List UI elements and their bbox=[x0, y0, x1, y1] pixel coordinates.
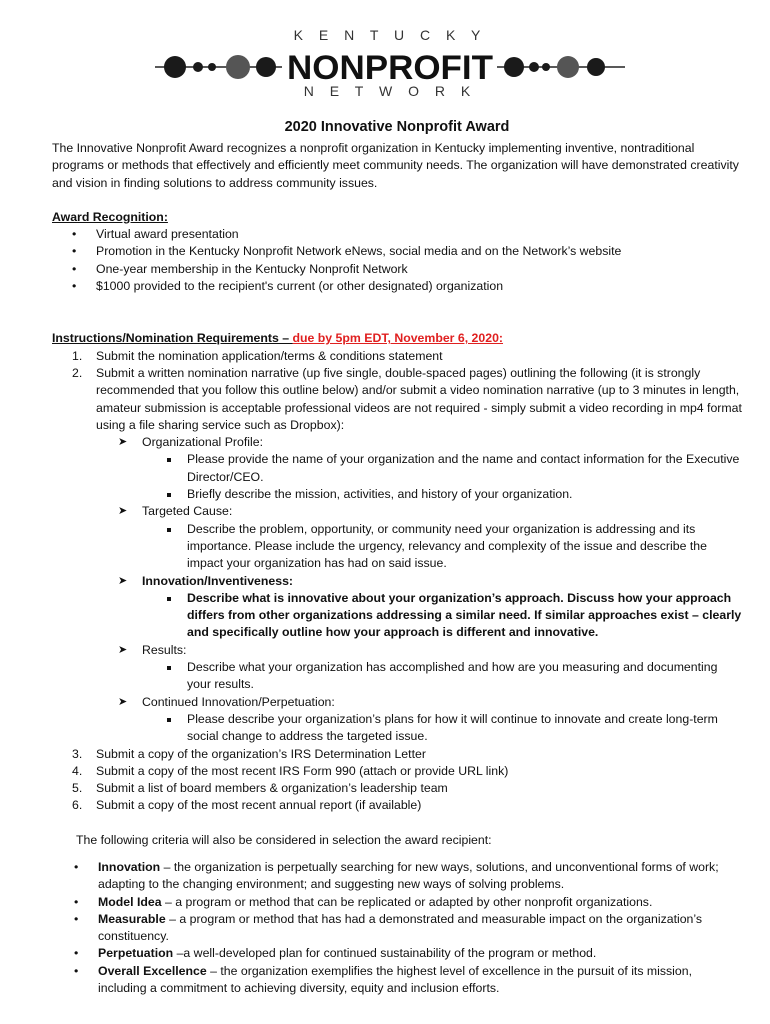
sub-item bbox=[142, 451, 742, 486]
list-item: • Promotion in the Kentucky Nonprofit Network eNews, social media and on the Network’s website bbox=[52, 243, 742, 260]
outline-title: Results: bbox=[142, 642, 187, 657]
criteria-text: –a well-developed plan for continued sustainability of the program or method. bbox=[173, 946, 597, 961]
list-item: • One-year membership in the Kentucky Nonprofit Network bbox=[52, 261, 742, 278]
criteria-list bbox=[52, 859, 742, 997]
criteria-term: Innovation bbox=[98, 859, 161, 874]
outline-item bbox=[96, 694, 742, 746]
sub-item-text: Describe what is innovative about your organization’s approach. Discuss how your approach differs from other organizations addressing a similar need. If similar approaches exist – clearly and specifically outline how your approach is different and innovative. bbox=[187, 590, 742, 640]
outline-title: Targeted Cause: bbox=[142, 504, 233, 519]
arrow-bullet-icon: ➤ bbox=[118, 436, 128, 449]
list-item: 1. Submit the nomination application/terms & conditions statement bbox=[72, 348, 443, 363]
step-text: Submit a written nomination narrative (up five single, double-spaced pages) outlining the following (it is strongly recommended that you follow this outline below) and/or submit a video nomination narrative (up to 3 minutes in length, amateur submission is acceptable professional videos are not required - simply submit a video recording in mp4 format using a file sharing service such as Dropbox): bbox=[96, 365, 742, 432]
recognition-list bbox=[52, 226, 742, 295]
sub-item bbox=[142, 659, 742, 694]
kentucky-nonprofit-network-logo bbox=[150, 20, 630, 100]
list-item bbox=[52, 963, 742, 998]
outline-item bbox=[96, 503, 742, 572]
step-text: Submit a copy of the organization’s IRS Determination Letter bbox=[96, 746, 426, 761]
criteria-term: Perpetuation bbox=[98, 946, 174, 961]
criteria-term: Model Idea bbox=[98, 894, 162, 909]
arrow-bullet-icon: ➤ bbox=[118, 574, 128, 587]
outline-title: Organizational Profile: bbox=[142, 435, 263, 450]
arrow-bullet-icon: ➤ bbox=[118, 643, 128, 656]
arrow-bullet-icon: ➤ bbox=[118, 505, 128, 518]
intro-paragraph: The Innovative Nonprofit Award recognizes a nonprofit organization in Kentucky implementing inventive, nontraditional programs or methods that effectively and efficiently meet community needs. The organization will have demonstrated creativity and vision in finding solutions to address community issues. bbox=[52, 141, 739, 190]
list-item: 4. Submit a copy of the most recent IRS Form 990 (attach or provide URL link) bbox=[72, 763, 509, 778]
outline-item bbox=[96, 434, 742, 503]
sub-item bbox=[142, 521, 742, 573]
logo-main-text: NONPROFIT bbox=[287, 49, 494, 87]
instructions-heading: Instructions/Nomination Requirements – bbox=[52, 331, 293, 346]
list-item bbox=[52, 945, 742, 962]
arrow-bullet-icon: ➤ bbox=[118, 695, 128, 708]
step-text: Submit the nomination application/terms & conditions statement bbox=[96, 348, 443, 363]
instructions-heading-line bbox=[52, 330, 742, 347]
criteria-term: Measurable bbox=[98, 911, 166, 926]
sub-item-text: Please provide the name of your organization and the name and contact information for the Executive Director/CEO. bbox=[187, 452, 740, 484]
sub-item-text: Please describe your organization’s plans for how it will continue to innovate and create long-term social change to address the targeted issue. bbox=[187, 711, 718, 744]
list-item: 6. Submit a copy of the most recent annual report (if available) bbox=[72, 798, 422, 813]
criteria-text: – the organization is perpetually searching for new ways, solutions, and unconventional forms of work; adapting to the changing environment; and suggesting new ways of solving problems. bbox=[98, 859, 719, 892]
sub-item-text: Describe what your organization has accomplished and how are you measuring and documenting your results. bbox=[187, 660, 718, 692]
outline-item bbox=[96, 642, 742, 694]
sub-item-text: Briefly describe the mission, activities, and history of your organization. bbox=[187, 487, 573, 502]
list-item: 2. Submit a written nomination narrative (up five single, double-spaced pages) outlining the following (it is strongly recommended that you follow this outline below) and/or submit a video nomination narrative (up to 3 minutes in length, amateur submission is acceptable professional videos are not required - simply submit a video recording in mp4 format using a file sharing service such as Dropbox): ➤ Organizational Profile: Please provide the name of your organization and the name and contact information for the Executive Director/CEO. Briefly describe the mission, activities, and history of your organization. ➤ Targeted Cause: Describe the problem, opportunity, or community need your organization is addressing and its importance. Please include the urgency, relevancy and complexity of the issue and describe the impact your organization has had on said issue. ➤ Innovation/Inventiveness: Describe what is innovative about your organization’s approach. Discuss how your approach differs from other organizations addressing a similar need. If similar approaches exist – clearly and specifically outline how your approach is different and innovative. ➤ Results: Describe what your organization has accomplished and how are you measuring and documenting your results. ➤ Continued Innovation/Perpetuation: Please describe your organization’s plans for how it will continue to innovate and create long-term social change to address the targeted issue. bbox=[52, 365, 742, 746]
criteria-text: – a program or method that has had a demonstrated and measurable impact on the organization’s constituency. bbox=[98, 911, 703, 944]
sub-item bbox=[142, 590, 742, 642]
award-recognition-heading: Award Recognition: bbox=[52, 209, 168, 224]
list-item bbox=[52, 859, 742, 894]
narrative-outline bbox=[96, 434, 742, 745]
criteria-text: – the organization exemplifies the highest level of excellence in the pursuit of its mission, including a commitment to achieving diversity, equity and inclusion efforts. bbox=[98, 963, 693, 996]
sub-item bbox=[142, 486, 742, 503]
deadline-text: due by 5pm EDT, November 6, 2020: bbox=[292, 331, 504, 346]
list-item: 3. Submit a copy of the organization’s IRS Determination Letter bbox=[72, 746, 426, 761]
sub-item bbox=[142, 711, 742, 746]
criteria-term: Overall Excellence bbox=[98, 963, 207, 978]
step-text: Submit a copy of the most recent annual report (if available) bbox=[96, 798, 422, 813]
award-document bbox=[52, 118, 742, 997]
criteria-intro: The following criteria will also be considered in selection the award recipient: bbox=[76, 832, 492, 847]
sub-item-text: Describe the problem, opportunity, or community need your organization is addressing and its importance. Please include the urgency, relevancy and complexity of the issue and describe the impact your organization has had on said issue. bbox=[187, 521, 707, 571]
step-text: Submit a list of board members & organization’s leadership team bbox=[96, 781, 448, 796]
step-text: Submit a copy of the most recent IRS Form 990 (attach or provide URL link) bbox=[96, 763, 509, 778]
criteria-text: – a program or method that can be replicated or adapted by other nonprofit organizations. bbox=[161, 894, 653, 909]
list-item: • Virtual award presentation bbox=[52, 226, 742, 243]
outline-title: Innovation/Inventiveness: bbox=[142, 573, 294, 588]
list-item: • $1000 provided to the recipient's current (or other designated) organization bbox=[52, 278, 742, 295]
list-item bbox=[52, 894, 742, 911]
outline-item bbox=[96, 573, 742, 642]
logo-bottom-text: N E T W O R K bbox=[303, 83, 477, 99]
list-item: 5. Submit a list of board members & organization’s leadership team bbox=[72, 781, 448, 796]
logo-top-text: K E N T U C K Y bbox=[293, 27, 487, 43]
list-item bbox=[52, 911, 742, 946]
instructions-list bbox=[52, 348, 742, 815]
outline-title: Continued Innovation/Perpetuation: bbox=[142, 694, 335, 709]
page-title: 2020 Innovative Nonprofit Award bbox=[284, 119, 510, 135]
